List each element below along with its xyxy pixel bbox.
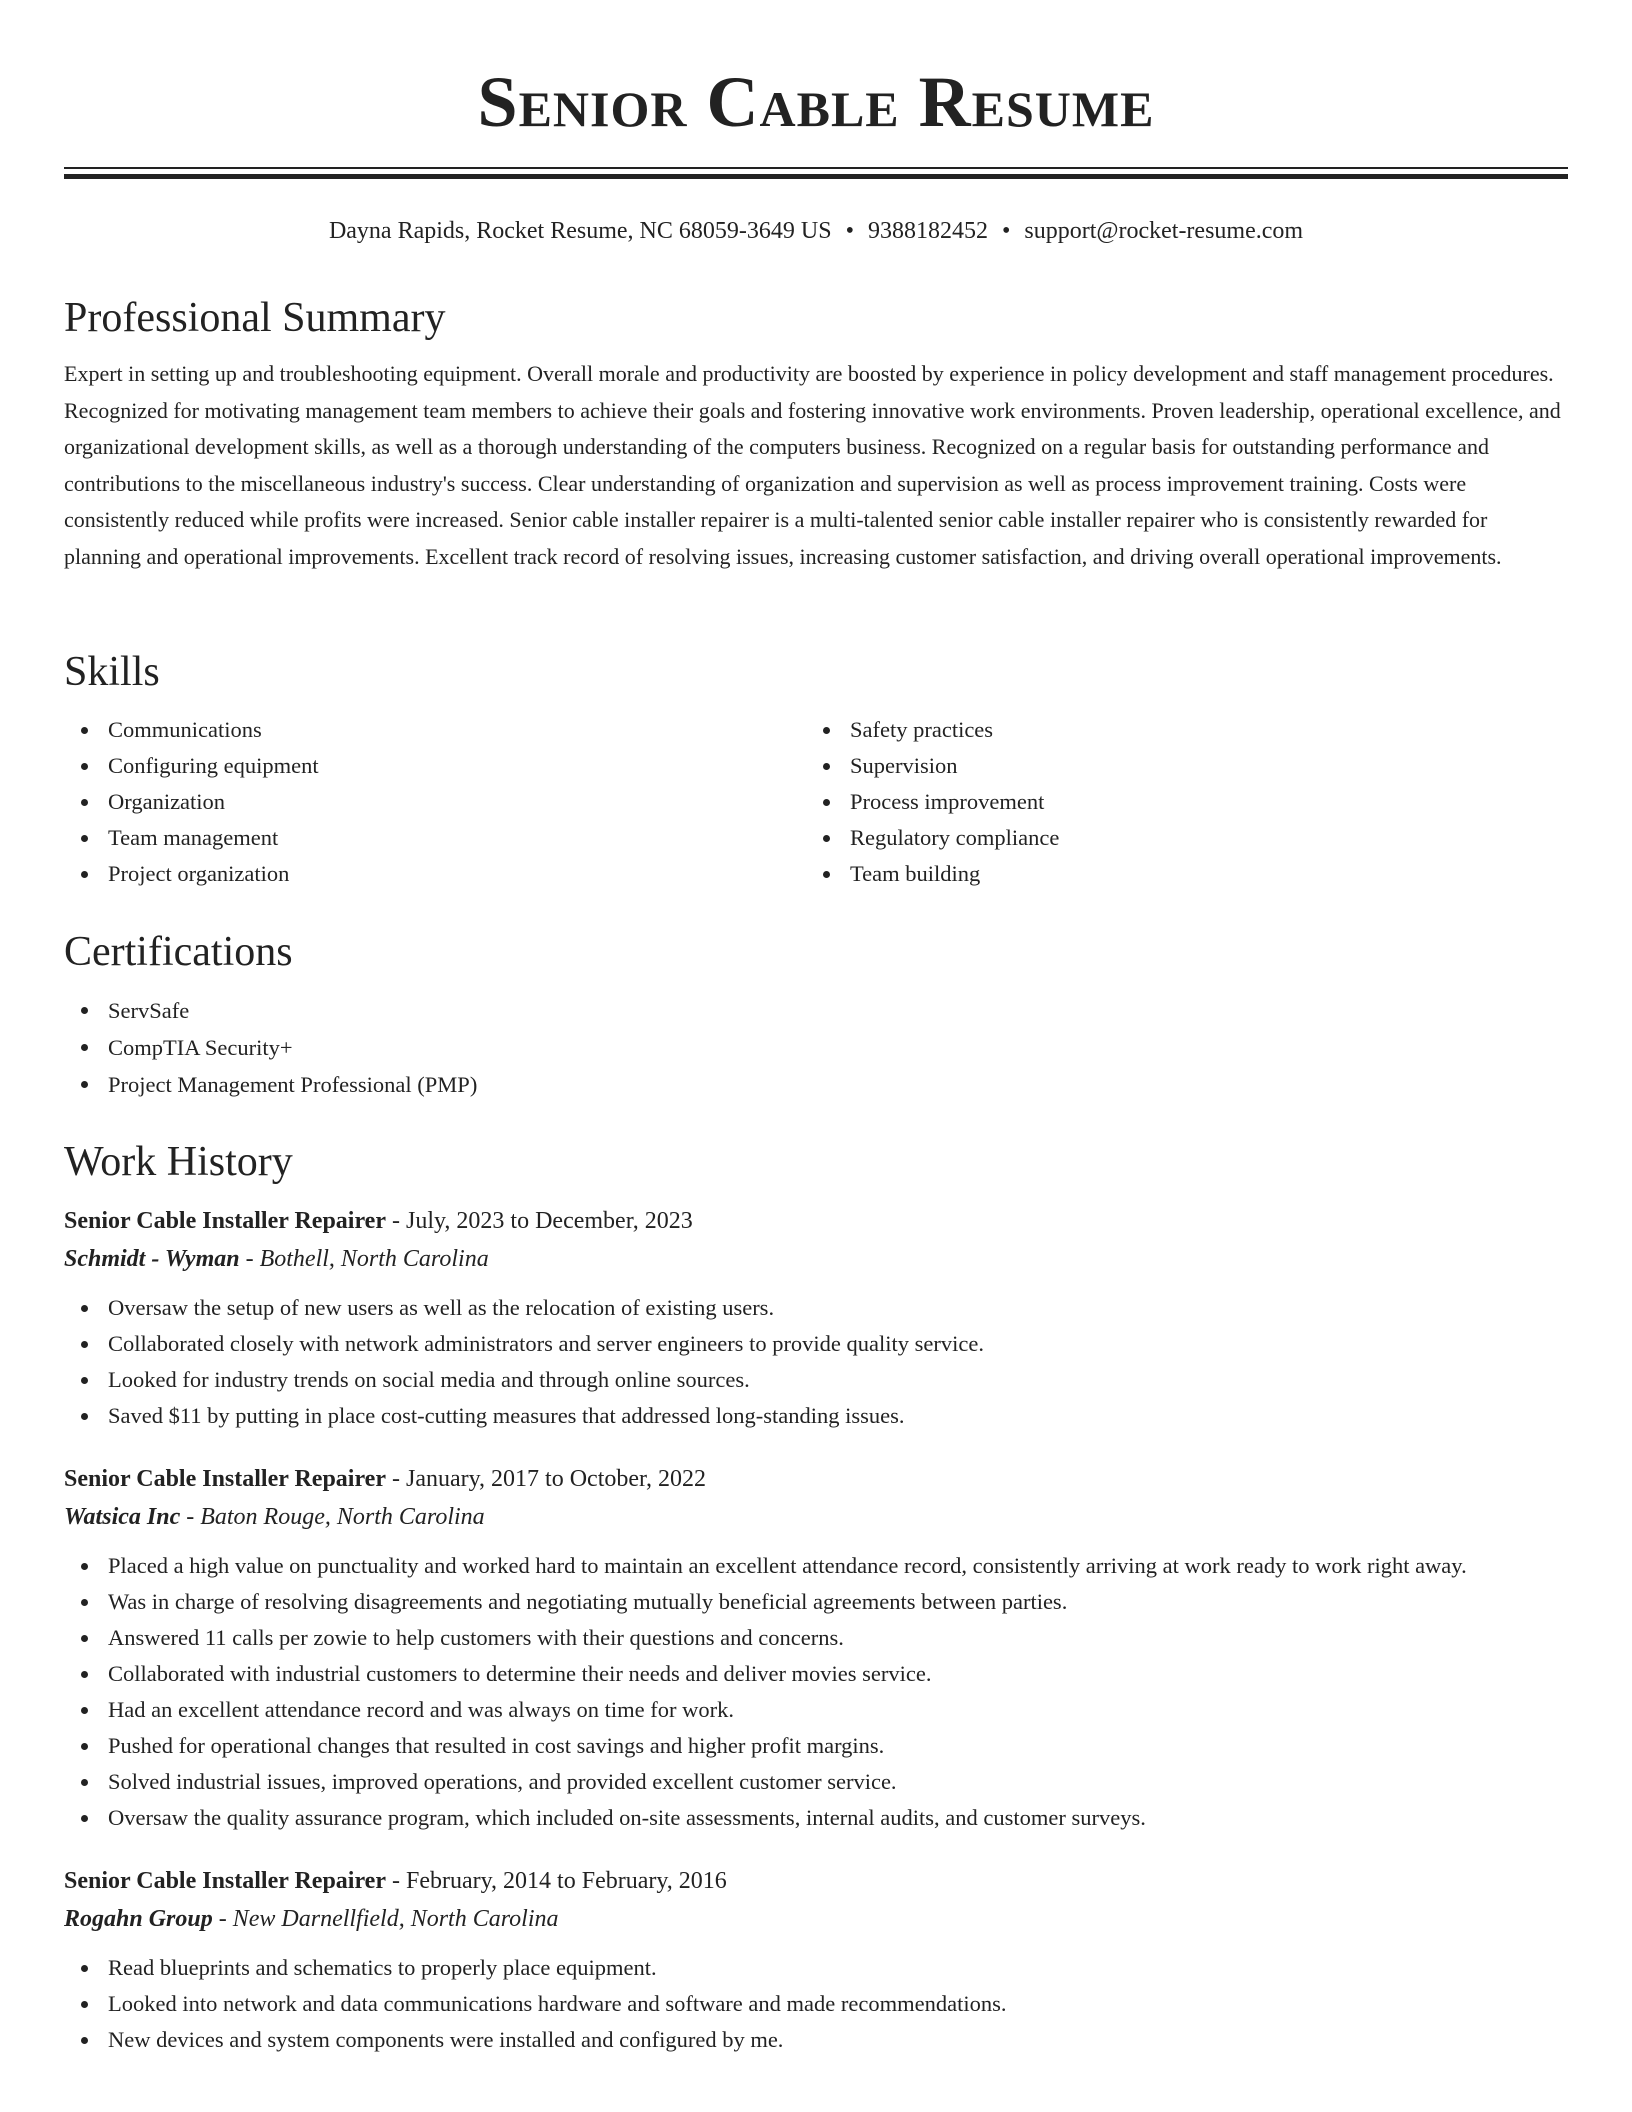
list-item bbox=[64, 784, 806, 820]
list-item bbox=[64, 1986, 1568, 2022]
job-title-line bbox=[64, 1202, 1568, 1240]
bullet-icon bbox=[81, 1635, 88, 1642]
bullet-icon bbox=[81, 727, 88, 734]
list-item bbox=[64, 1950, 1568, 1986]
list-item bbox=[64, 748, 806, 784]
skills-heading: Skills bbox=[64, 649, 160, 695]
bullet-icon bbox=[81, 1413, 88, 1420]
header-divider-thick bbox=[64, 174, 1568, 179]
bullet-text: Had an excellent attendance record and was always on time for work. bbox=[108, 1697, 734, 1722]
job-company: Watsica Inc bbox=[64, 1504, 181, 1530]
list-item bbox=[806, 748, 1548, 784]
job-entry bbox=[64, 1460, 1568, 1836]
list-item bbox=[64, 1029, 1568, 1066]
work-history-section bbox=[64, 1136, 1568, 2058]
summary-text: Expert in setting up and troubleshooting equipment. Overall morale and productivity are boosted by experience in policy development and staff management procedures. Recognized for motivating management team members to achieve their goals and fostering innovative work environments. Proven leadership, operational excellence, and organizational development skills, as well as a thorough understanding of the computers business. Recognized on a regular basis for outstanding performance and contributions to the miscellaneous industry's success. Clear understanding of organization and supervision as well as process improvement training. Costs were consistently reduced while profits were increased. Senior cable installer repairer is a multi-talented senior cable installer repairer who is consistently rewarded for planning and operational improvements. Excellent track record of resolving issues, increasing customer satisfaction, and driving overall operational improvements. bbox=[64, 361, 1561, 569]
bullet-icon bbox=[81, 1007, 88, 1014]
bullet-text: Pushed for operational changes that resulted in cost savings and higher profit margins. bbox=[108, 1733, 885, 1758]
certifications-heading: Certifications bbox=[64, 929, 293, 975]
job-bullets bbox=[64, 1950, 1568, 2058]
list-item bbox=[64, 856, 806, 892]
contact-separator: • bbox=[1001, 218, 1011, 244]
skill-text: Supervision bbox=[850, 753, 958, 778]
list-item bbox=[64, 1326, 1568, 1362]
skill-text: Process improvement bbox=[850, 789, 1045, 814]
list-item bbox=[64, 1764, 1568, 1800]
bullet-text: Looked into network and data communications hardware and software and made recommendations. bbox=[108, 1991, 1007, 2016]
skill-text: Team building bbox=[850, 861, 981, 886]
summary-section bbox=[64, 292, 1568, 575]
skills-section bbox=[64, 646, 1568, 892]
bullet-icon bbox=[81, 1779, 88, 1786]
certification-text: Project Management Professional (PMP) bbox=[108, 1072, 478, 1097]
bullet-icon bbox=[81, 1563, 88, 1570]
list-item bbox=[64, 1728, 1568, 1764]
list-item bbox=[64, 1290, 1568, 1326]
bullet-text: New devices and system components were installed and configured by me. bbox=[108, 2027, 784, 2052]
job-entry bbox=[64, 1202, 1568, 1434]
bullet-icon bbox=[81, 763, 88, 770]
job-title: Senior Cable Installer Repairer bbox=[64, 1868, 386, 1894]
certifications-list bbox=[64, 992, 1568, 1103]
bullet-icon bbox=[81, 1305, 88, 1312]
job-dates: - January, 2017 to October, 2022 bbox=[385, 1466, 707, 1492]
list-item bbox=[64, 1620, 1568, 1656]
list-item bbox=[806, 712, 1548, 748]
bullet-icon bbox=[823, 871, 830, 878]
list-item bbox=[806, 784, 1548, 820]
job-title: Senior Cable Installer Repairer bbox=[64, 1466, 386, 1492]
job-location: - New Darnellfield, North Carolina bbox=[212, 1906, 559, 1932]
skills-list-left bbox=[64, 712, 806, 892]
skills-columns bbox=[64, 712, 1568, 892]
bullet-icon bbox=[81, 2001, 88, 2008]
bullet-icon bbox=[81, 871, 88, 878]
list-item bbox=[806, 820, 1548, 856]
list-item bbox=[64, 820, 806, 856]
job-bullets bbox=[64, 1548, 1568, 1836]
bullet-icon bbox=[81, 1815, 88, 1822]
contact-line bbox=[64, 215, 1568, 247]
resume-page bbox=[64, 0, 1568, 2052]
skill-text: Regulatory compliance bbox=[850, 825, 1060, 850]
skill-text: Project organization bbox=[108, 861, 290, 886]
bullet-text: Collaborated closely with network administrators and server engineers to provide quality service. bbox=[108, 1331, 984, 1356]
bullet-text: Answered 11 calls per zowie to help customers with their questions and concerns. bbox=[108, 1625, 844, 1650]
list-item bbox=[64, 1584, 1568, 1620]
page-title: Senior Cable Resume bbox=[477, 62, 1155, 142]
list-item bbox=[64, 1548, 1568, 1584]
bullet-icon bbox=[81, 2037, 88, 2044]
list-item bbox=[64, 712, 806, 748]
skill-text: Team management bbox=[108, 825, 279, 850]
list-item bbox=[64, 1692, 1568, 1728]
job-location: - Baton Rouge, North Carolina bbox=[180, 1504, 485, 1530]
bullet-text: Looked for industry trends on social media and through online sources. bbox=[108, 1367, 750, 1392]
job-title: Senior Cable Installer Repairer bbox=[64, 1208, 386, 1234]
job-dates: - July, 2023 to December, 2023 bbox=[385, 1208, 693, 1234]
job-location: - Bothell, North Carolina bbox=[239, 1246, 489, 1272]
bullet-text: Oversaw the setup of new users as well as the relocation of existing users. bbox=[108, 1295, 775, 1320]
contact-phone: 9388182452 bbox=[867, 218, 988, 244]
job-bullets bbox=[64, 1290, 1568, 1434]
job-entry bbox=[64, 1862, 1568, 2058]
list-item bbox=[64, 1066, 1568, 1103]
bullet-icon bbox=[81, 1965, 88, 1972]
bullet-text: Placed a high value on punctuality and worked hard to maintain an excellent attendance record, consistently arriving at work ready to work right away. bbox=[108, 1553, 1467, 1578]
bullet-icon bbox=[81, 1743, 88, 1750]
job-company-line bbox=[64, 1498, 1568, 1536]
bullet-icon bbox=[81, 1044, 88, 1051]
certification-text: CompTIA Security+ bbox=[108, 1035, 293, 1060]
job-dates: - February, 2014 to February, 2016 bbox=[385, 1868, 727, 1894]
bullet-text: Collaborated with industrial customers to determine their needs and deliver movies service. bbox=[108, 1661, 932, 1686]
bullet-icon bbox=[81, 835, 88, 842]
header-divider-thin bbox=[64, 167, 1568, 169]
bullet-icon bbox=[81, 1599, 88, 1606]
certification-text: ServSafe bbox=[108, 998, 190, 1023]
bullet-icon bbox=[81, 1671, 88, 1678]
bullet-icon bbox=[81, 1377, 88, 1384]
job-company-line bbox=[64, 1240, 1568, 1278]
bullet-icon bbox=[81, 1081, 88, 1088]
job-title-line bbox=[64, 1460, 1568, 1498]
list-item bbox=[64, 2022, 1568, 2058]
summary-heading: Professional Summary bbox=[64, 295, 446, 341]
bullet-text: Solved industrial issues, improved operations, and provided excellent customer service. bbox=[108, 1769, 897, 1794]
bullet-icon bbox=[823, 727, 830, 734]
list-item bbox=[64, 1398, 1568, 1434]
bullet-icon bbox=[823, 763, 830, 770]
bullet-icon bbox=[81, 799, 88, 806]
certifications-section bbox=[64, 926, 1568, 1103]
skill-text: Safety practices bbox=[850, 717, 994, 742]
bullet-text: Read blueprints and schematics to properly place equipment. bbox=[108, 1955, 657, 1980]
skill-text: Communications bbox=[108, 717, 262, 742]
job-company: Rogahn Group bbox=[64, 1906, 213, 1932]
list-item bbox=[64, 1656, 1568, 1692]
contact-email: support@rocket-resume.com bbox=[1024, 218, 1304, 244]
bullet-text: Oversaw the quality assurance program, which included on-site assessments, internal audits, and customer surveys. bbox=[108, 1805, 1146, 1830]
job-company: Schmidt - Wyman bbox=[64, 1246, 240, 1272]
bullet-icon bbox=[823, 799, 830, 806]
job-company-line bbox=[64, 1900, 1568, 1938]
skills-list-right bbox=[806, 712, 1548, 892]
bullet-text: Saved $11 by putting in place cost-cutting measures that addressed long-standing issues. bbox=[108, 1403, 905, 1428]
list-item bbox=[64, 992, 1568, 1029]
bullet-icon bbox=[823, 835, 830, 842]
skill-text: Configuring equipment bbox=[108, 753, 319, 778]
bullet-text: Was in charge of resolving disagreements and negotiating mutually beneficial agreements between parties. bbox=[108, 1589, 1068, 1614]
list-item bbox=[64, 1800, 1568, 1836]
skill-text: Organization bbox=[108, 789, 226, 814]
bullet-icon bbox=[81, 1341, 88, 1348]
job-title-line bbox=[64, 1862, 1568, 1900]
work-history-heading: Work History bbox=[64, 1139, 293, 1185]
contact-address: Dayna Rapids, Rocket Resume, NC 68059-3649 US bbox=[328, 218, 832, 244]
list-item bbox=[64, 1362, 1568, 1398]
bullet-icon bbox=[81, 1707, 88, 1714]
list-item bbox=[806, 856, 1548, 892]
contact-separator: • bbox=[845, 218, 854, 244]
